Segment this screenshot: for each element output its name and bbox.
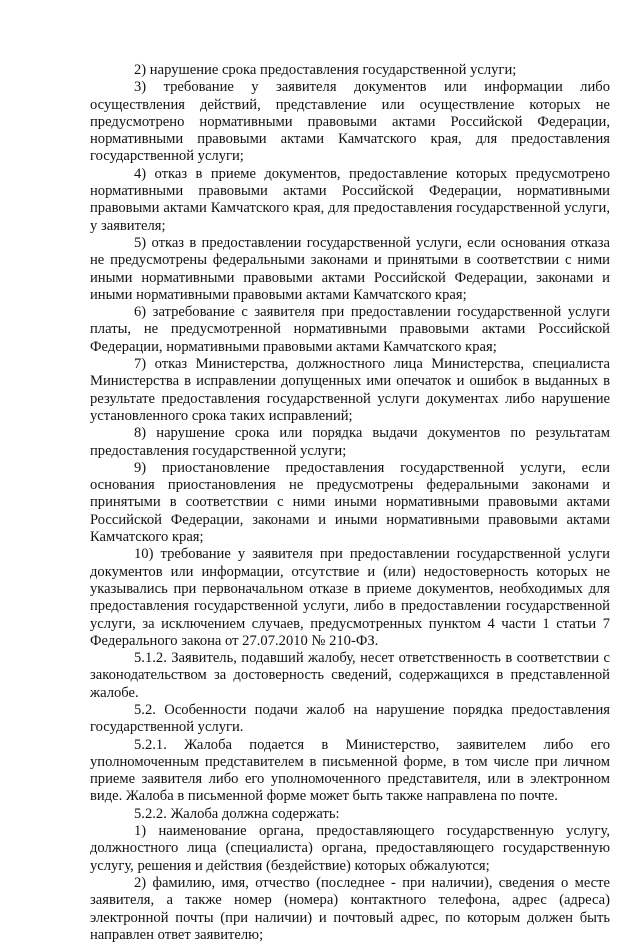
paragraph-item-4: 4) отказ в приеме документов, предоставление которых предусмотрено нормативными правовыми актами Российской Федерации, нормативными правовыми актами Камчатского края, для предоставления государственной услуги, у заявителя;: [90, 165, 610, 234]
paragraph-item-6: 6) затребование с заявителя при предоставлении государственной услуги платы, не предусмотренной нормативными правовыми актами Российской Федерации, нормативными правовыми актами Камчатского края;: [90, 304, 610, 355]
clause-5-2-2: 5.2.2. Жалоба должна содержать:: [134, 805, 340, 822]
document-page: [90, 62, 610, 944]
clause-5-1-2: 5.1.2. Заявитель, подавший жалобу, несет ответственность в соответствии с законодательством за достоверность сведений, содержащихся в представленной жалобе.: [90, 650, 610, 701]
paragraph-item-10: 10) требование у заявителя при предоставлении государственной услуги документов или информации, отсутствие и (или) недостоверность которых не указывались при первоначальном отказе в приеме документов, необходимых для предоставления государственной услуги, либо в предоставлении государственной услуги, за исключением случаев, предусмотренных пунктом 4 части 1 статьи 7 Федерального закона от 27.07.2010 № 210-ФЗ.: [90, 546, 610, 649]
clause-5-2-1: 5.2.1. Жалоба подается в Министерство, заявителем либо его уполномоченным представителем в письменной форме, в том числе при личном приеме заявителя либо его уполномоченного представителя, или в электронном виде. Жалоба в письменной форме может быть также направлена по почте.: [90, 736, 610, 805]
section-5-2-heading: 5.2. Особенности подачи жалоб на нарушение порядка предоставления государственной услуги.: [90, 701, 610, 736]
complaint-content-item-1: 1) наименование органа, предоставляющего государственную услугу, должностного лица (специалиста) органа, предоставляющего государственную услугу, решения и действия (бездействие) которых обжалуются;: [90, 823, 610, 874]
paragraph-item-2: 2) нарушение срока предоставления государственной услуги;: [134, 62, 517, 78]
paragraph-item-8: 8) нарушение срока или порядка выдачи документов по результатам предоставления государственной услуги;: [90, 425, 610, 459]
paragraph-item-7: 7) отказ Министерства, должностного лица Министерства, специалиста Министерства в исправлении допущенных ими опечаток и ошибок в выданных в результате предоставления государственной услуги документах либо нарушение установленного срока таких исправлений;: [90, 356, 610, 424]
paragraph-item-9: 9) приостановление предоставления государственной услуги, если основания приостановления не предусмотрены федеральными законами и принятыми в соответствии с ними иными нормативными правовыми актами Российской Федерации, законами и иными нормативными правовыми актами Камчатского края;: [90, 459, 610, 546]
paragraph-item-5: 5) отказ в предоставлении государственной услуги, если основания отказа не предусмотрены федеральными законами и принятыми в соответствии с ними иными нормативными правовыми актами Российской Федерации, законами и иными нормативными правовыми актами Камчатского края;: [90, 234, 610, 303]
complaint-content-item-2: 2) фамилию, имя, отчество (последнее - при наличии), сведения о месте заявителя, а также номер (номера) контактного телефона, адрес (адреса) электронной почты (при наличии) и почтовый адрес, по которым должен быть направлен ответ заявителю;: [90, 874, 610, 943]
paragraph-item-3: 3) требование у заявителя документов или информации либо осуществления действий, представление или осуществление которых не предусмотрено нормативными правовыми актами Российской Федерации, нормативными правовыми актами Камчатского края, для предоставления государственной услуги;: [90, 79, 610, 165]
